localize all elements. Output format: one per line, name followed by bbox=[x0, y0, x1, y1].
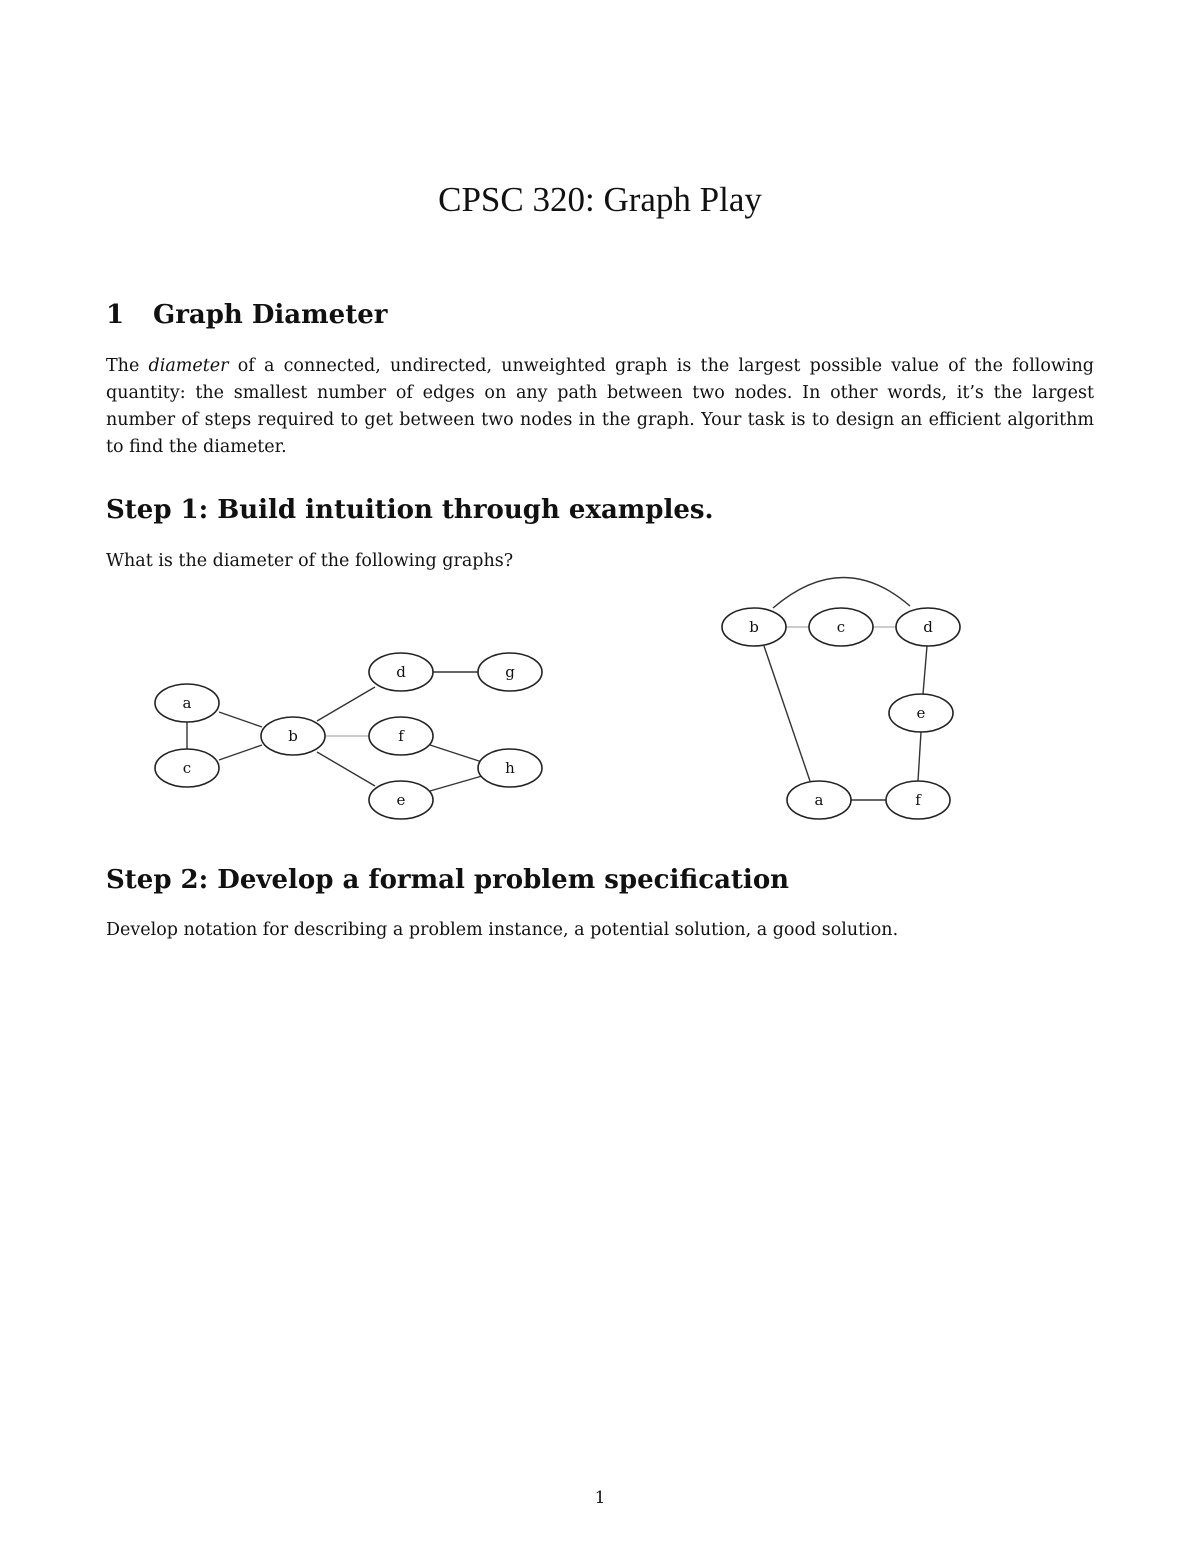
edge-f-h bbox=[430, 745, 482, 762]
node-label: f bbox=[915, 791, 921, 809]
graph-2-node-b bbox=[722, 608, 786, 646]
graph-1-node-a bbox=[155, 684, 219, 722]
node-label: c bbox=[182, 759, 192, 777]
node-label: f bbox=[398, 727, 404, 745]
graph-1-node-d bbox=[369, 653, 433, 691]
intro-text-start: The bbox=[106, 356, 149, 376]
node-label: h bbox=[505, 759, 515, 777]
node-label: d bbox=[396, 663, 406, 681]
step1-question: What is the diameter of the following graphs? bbox=[106, 551, 514, 571]
graph-2-node-a bbox=[787, 781, 851, 819]
document-title: CPSC 320: Graph Play bbox=[438, 180, 762, 219]
section-number: 1 bbox=[106, 300, 125, 330]
node-label: c bbox=[836, 618, 846, 636]
edge-b-e bbox=[317, 752, 375, 786]
intro-text-rest: of a connected, undirected, unweighted graph is the largest possible value of the following quantity: the smallest number of edges on any path between two nodes. In other words, it’s the largest number of steps required to get between two nodes in the graph. Your task is to design an efficient algorithm to find the diameter. bbox=[106, 356, 1094, 457]
graph-2-node-c bbox=[809, 608, 873, 646]
node-label: b bbox=[749, 618, 759, 636]
edge-c-b bbox=[219, 745, 262, 760]
node-label: e bbox=[396, 791, 406, 809]
section-title: Graph Diameter bbox=[153, 300, 388, 330]
node-label: a bbox=[814, 791, 824, 809]
graph-2-node-f bbox=[886, 781, 950, 819]
step1-heading: Step 1: Build intuition through examples. bbox=[106, 495, 714, 525]
node-label: g bbox=[505, 663, 515, 681]
step2-text: Develop notation for describing a problem instance, a potential solution, a good solution. bbox=[106, 920, 899, 940]
graph-1-node-f bbox=[369, 717, 433, 755]
node-label: a bbox=[182, 694, 192, 712]
graph-1-node-e bbox=[369, 781, 433, 819]
node-label: b bbox=[288, 727, 298, 745]
page-number: 1 bbox=[594, 1488, 606, 1508]
edge-e-h bbox=[430, 776, 482, 791]
edge-d-e bbox=[923, 646, 927, 694]
node-label: e bbox=[916, 704, 926, 722]
node-label: d bbox=[923, 618, 933, 636]
edge-b-d bbox=[317, 687, 375, 721]
graph-1-node-h bbox=[478, 749, 542, 787]
graph-1-edges bbox=[187, 672, 482, 791]
graph-1-node-g bbox=[478, 653, 542, 691]
edge-b-d bbox=[773, 577, 910, 608]
graph-1-node-c bbox=[155, 749, 219, 787]
graph-1-node-b bbox=[261, 717, 325, 755]
graph-2-node-d bbox=[896, 608, 960, 646]
edge-b-a bbox=[764, 646, 810, 781]
edge-e-f bbox=[918, 732, 921, 781]
edge-a-b bbox=[219, 712, 262, 727]
graph-2-node-e bbox=[889, 694, 953, 732]
diameter-term: diameter bbox=[148, 356, 229, 376]
step2-heading: Step 2: Develop a formal problem specification bbox=[106, 865, 790, 895]
